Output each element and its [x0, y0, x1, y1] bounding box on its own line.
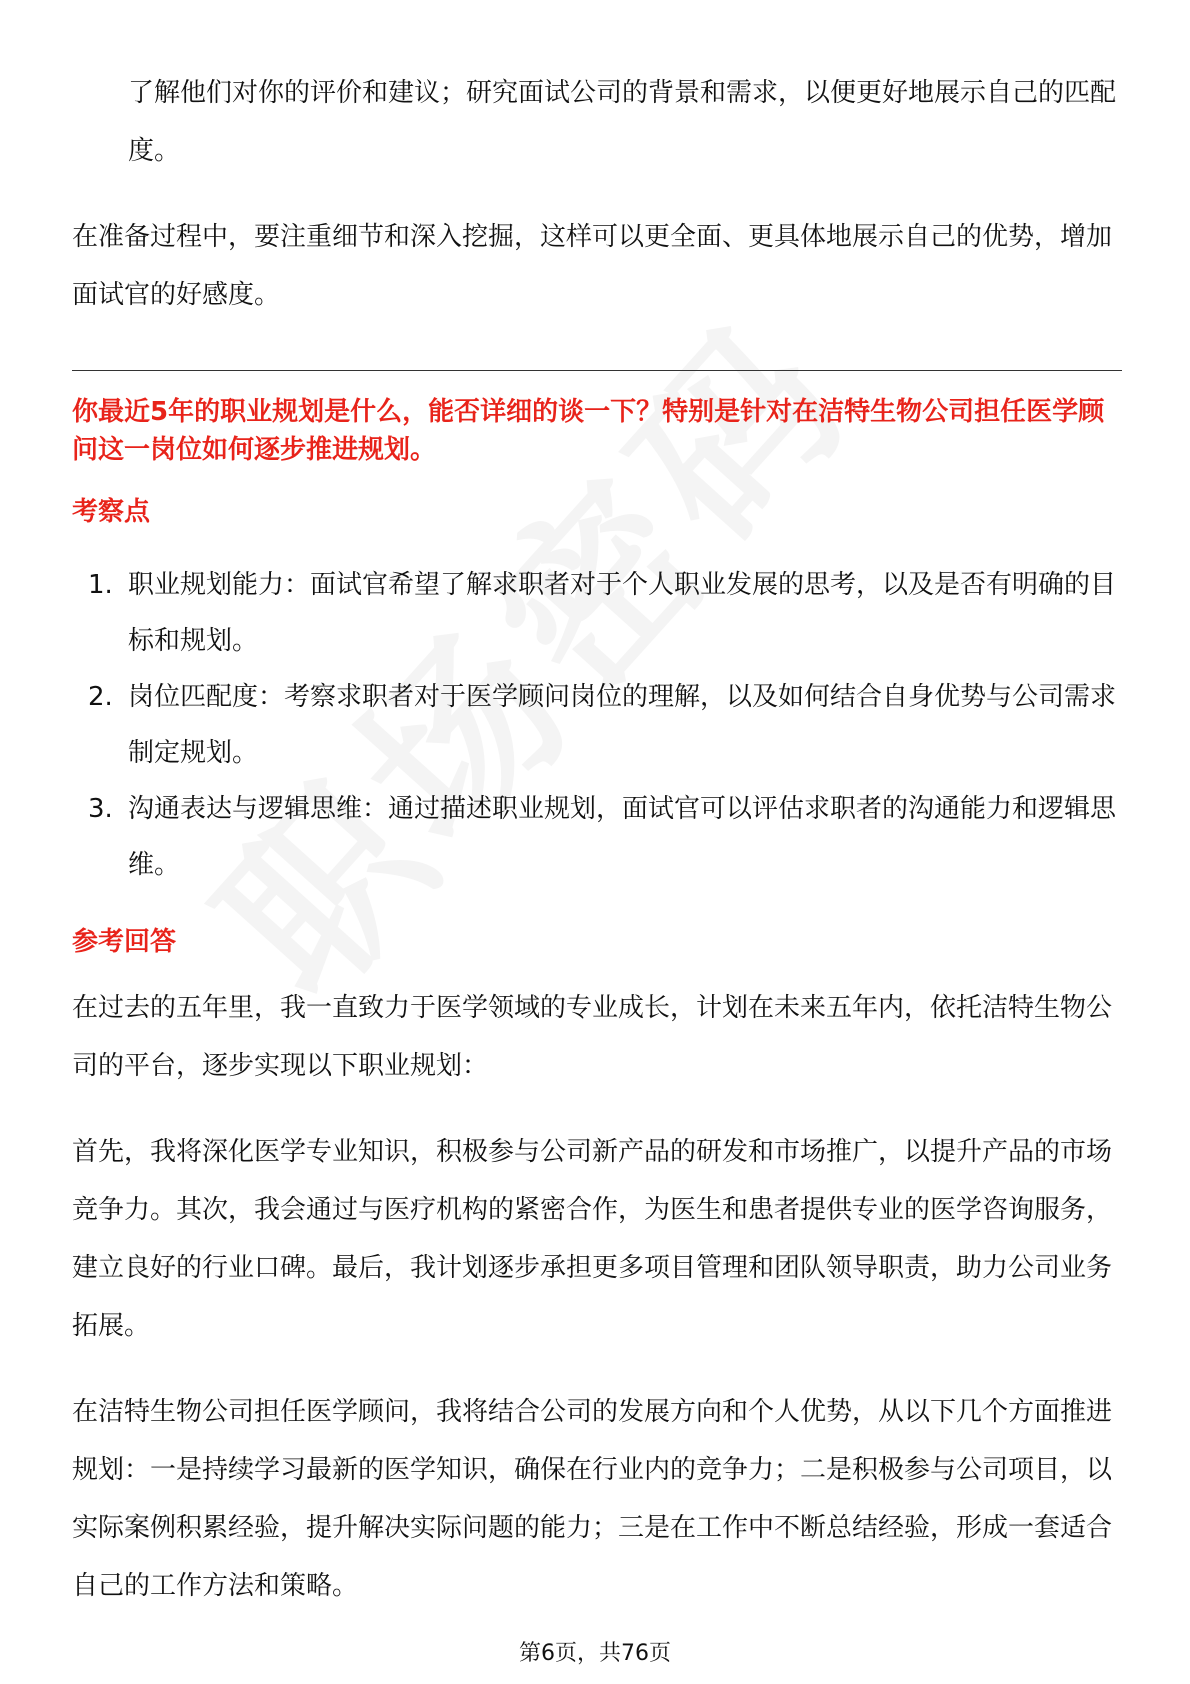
question-heading: 你最近5年的职业规划是什么，能否详细的谈一下？特别是针对在洁特生物公司担任医学顾问这一岗位如何逐步推进规划。 [72, 397, 1105, 465]
section-divider [72, 370, 1122, 371]
list-item [72, 669, 1122, 781]
answer-paragraph: 首先，我将深化医学专业知识，积极参与公司新产品的研发和市场推广，以提升产品的市场竞争力。其次，我会通过与医疗机构的紧密合作，为医生和患者提供专业的医学咨询服务，建立良好的行业口碑。最后，我计划逐步承担更多项目管理和团队领导职责，助力公司业务拓展。 [72, 1137, 1113, 1341]
list-item [72, 781, 1122, 893]
list-item-number: 1. [88, 570, 113, 600]
focus-list [72, 557, 1122, 893]
page-number: 第6页，共76页 [519, 1641, 671, 1666]
list-item-number: 2. [88, 682, 113, 712]
preparation-paragraph: 在准备过程中，要注重细节和深入挖掘，这样可以更全面、更具体地展示自己的优势，增加面试官的好感度。 [72, 222, 1113, 310]
list-item-text: 沟通表达与逻辑思维：通过描述职业规划，面试官可以评估求职者的沟通能力和逻辑思维。 [128, 794, 1117, 880]
list-item-text: 职业规划能力：面试官希望了解求职者对于个人职业发展的思考，以及是否有明确的目标和规划。 [128, 570, 1117, 656]
answer-heading: 参考回答 [72, 927, 177, 957]
answer-paragraph: 在过去的五年里，我一直致力于医学领域的专业成长，计划在未来五年内，依托洁特生物公司的平台，逐步实现以下职业规划： [72, 993, 1113, 1081]
list-item-text: 岗位匹配度：考察求职者对于医学顾问岗位的理解，以及如何结合自身优势与公司需求制定规划。 [128, 682, 1117, 768]
list-item-number: 3. [88, 794, 113, 824]
focus-heading: 考察点 [72, 497, 151, 527]
page-content [72, 64, 1122, 1615]
answer-paragraph: 在洁特生物公司担任医学顾问，我将结合公司的发展方向和个人优势，从以下几个方面推进规划：一是持续学习最新的医学知识，确保在行业内的竞争力；二是积极参与公司项目，以实际案例积累经验，提升解决实际问题的能力；三是在工作中不断总结经验，形成一套适合自己的工作方法和策略。 [72, 1397, 1113, 1601]
list-item [72, 557, 1122, 669]
continuation-paragraph: 了解他们对你的评价和建议；研究面试公司的背景和需求，以便更好地展示自己的匹配度。 [128, 78, 1117, 166]
